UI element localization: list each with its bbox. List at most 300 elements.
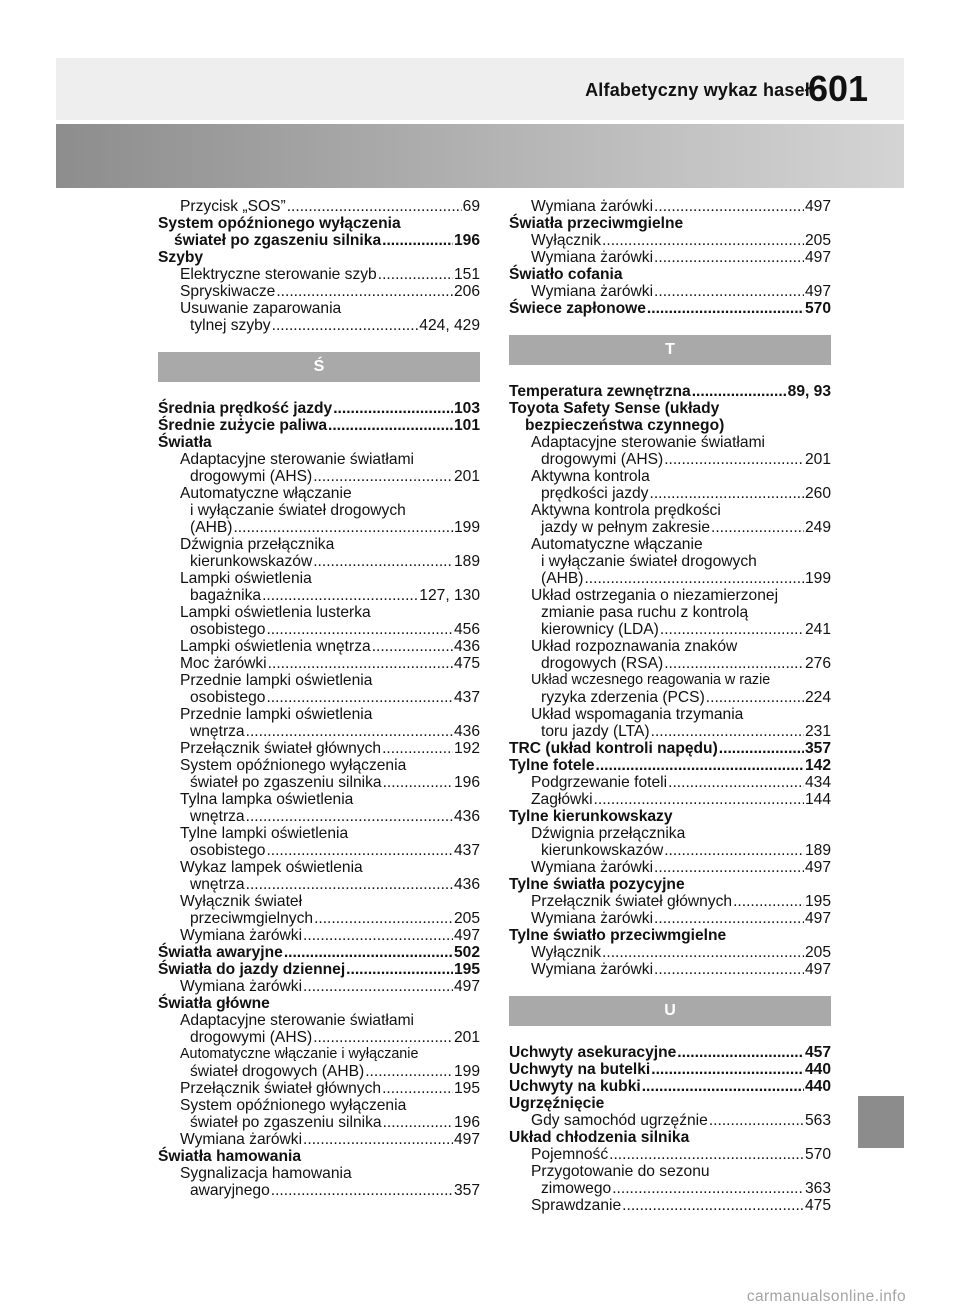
dot-leader xyxy=(276,283,453,300)
entry-page-ref: 192 xyxy=(453,740,480,757)
dot-leader xyxy=(664,655,804,672)
entry-page-ref: 570 xyxy=(804,300,831,317)
index-entry xyxy=(158,621,480,638)
dot-leader xyxy=(314,910,453,927)
entry-page-ref: 475 xyxy=(453,655,480,672)
entry-label: toru jazdy (LTA) xyxy=(541,723,650,740)
dot-leader xyxy=(287,198,462,215)
index-entry xyxy=(509,927,831,944)
dot-leader xyxy=(346,961,453,978)
index-entry xyxy=(158,825,480,842)
watermark: carmanualsonline.info xyxy=(746,1288,906,1305)
entry-label: Przycisk „SOS” xyxy=(180,198,286,215)
dot-leader xyxy=(622,1197,804,1214)
index-column-right xyxy=(509,198,831,1214)
entry-label: Uchwyty asekuracyjne xyxy=(509,1044,677,1061)
page-number: 601 xyxy=(807,68,869,109)
entry-page-ref: 205 xyxy=(453,910,480,927)
entry-page-ref: 201 xyxy=(453,468,480,485)
index-entry xyxy=(158,300,480,317)
entry-label: prędkości jazdy xyxy=(541,485,649,502)
entry-label: jazdy w pełnym zakresie xyxy=(541,519,710,536)
index-entry xyxy=(509,553,831,570)
index-entry xyxy=(158,1097,480,1114)
entry-label: Temperatura zewnętrzna xyxy=(509,383,691,400)
index-entry xyxy=(509,383,831,400)
entry-label: Układ wspomagania trzymania xyxy=(531,706,744,723)
index-entry xyxy=(509,1044,831,1061)
dot-leader xyxy=(706,689,804,706)
entry-page-ref: 206 xyxy=(453,283,480,300)
index-entry xyxy=(509,910,831,927)
entry-page-ref: 475 xyxy=(804,1197,831,1214)
entry-page-ref: 497 xyxy=(453,927,480,944)
entry-label: awaryjnego xyxy=(190,1182,270,1199)
entry-label: Sprawdzanie xyxy=(531,1197,622,1214)
entry-page-ref: 497 xyxy=(804,910,831,927)
dot-leader xyxy=(651,723,804,740)
section-header: Ś xyxy=(158,352,480,382)
entry-label: bagażnika xyxy=(190,587,262,604)
index-entry xyxy=(509,842,831,859)
entry-label: Światła przeciwmgielne xyxy=(509,215,684,232)
entry-label: Moc żarówki xyxy=(180,655,267,672)
entry-label: Automatyczne włączanie xyxy=(180,485,352,502)
index-entry xyxy=(158,859,480,876)
entry-label: Wykaz lampek oświetlenia xyxy=(180,859,363,876)
index-entry xyxy=(509,468,831,485)
entry-page-ref: 437 xyxy=(453,689,480,706)
index-entry xyxy=(158,249,480,266)
entry-label: świateł po zgaszeniu silnika xyxy=(190,774,382,791)
dot-leader xyxy=(642,1078,804,1095)
entry-page-ref: 436 xyxy=(453,876,480,893)
entry-page-ref: 231 xyxy=(804,723,831,740)
entry-page-ref: 424, 429 xyxy=(419,317,480,334)
index-entry xyxy=(509,723,831,740)
entry-label: wnętrza xyxy=(190,723,245,740)
entry-page-ref: 497 xyxy=(804,249,831,266)
dot-leader xyxy=(649,485,803,502)
dot-leader xyxy=(654,283,804,300)
entry-label: Ugrzęźnięcie xyxy=(509,1095,605,1112)
dot-leader xyxy=(303,927,453,944)
entry-label: Średnie zużycie paliwa xyxy=(158,417,327,434)
index-entry xyxy=(509,1146,831,1163)
entry-label: (AHB) xyxy=(190,519,233,536)
index-entry xyxy=(509,1197,831,1214)
entry-page-ref: 357 xyxy=(453,1182,480,1199)
index-entry xyxy=(158,519,480,536)
index-entry xyxy=(158,266,480,283)
entry-label: kierunkowskazów xyxy=(190,553,313,570)
index-entry xyxy=(509,1095,831,1112)
entry-label: Świece zapłonowe xyxy=(509,300,646,317)
entry-label: Tylne lampki oświetlenia xyxy=(180,825,349,842)
index-entry xyxy=(509,400,831,417)
dot-leader xyxy=(647,300,804,317)
section-header: U xyxy=(509,996,831,1026)
entry-label: drogowymi (AHS) xyxy=(190,1029,313,1046)
index-entry xyxy=(158,672,480,689)
dot-leader xyxy=(584,570,804,587)
entry-page-ref: 144 xyxy=(804,791,831,808)
entry-page-ref: 196 xyxy=(453,1114,480,1131)
index-entry xyxy=(509,825,831,842)
entry-label: Tylne światła pozycyjne xyxy=(509,876,685,893)
index-entry xyxy=(509,519,831,536)
entry-label: Spryskiwacze xyxy=(180,283,276,300)
index-entry xyxy=(158,283,480,300)
index-entry xyxy=(509,655,831,672)
entry-label: Światła awaryjne xyxy=(158,944,283,961)
entry-label: świateł po zgaszeniu silnika xyxy=(174,232,382,249)
entry-page-ref: 357 xyxy=(804,740,831,757)
dot-leader xyxy=(664,842,804,859)
index-entry xyxy=(158,434,480,451)
entry-page-ref: 199 xyxy=(804,570,831,587)
entry-page-ref: 436 xyxy=(453,808,480,825)
entry-label: osobistego xyxy=(190,621,266,638)
index-entry xyxy=(158,417,480,434)
index-entry xyxy=(509,757,831,774)
dot-leader xyxy=(654,961,804,978)
entry-page-ref: 434 xyxy=(804,774,831,791)
index-entry xyxy=(509,604,831,621)
dot-leader xyxy=(272,317,419,334)
entry-page-ref: 497 xyxy=(804,961,831,978)
entry-label: Przednie lampki oświetlenia xyxy=(180,706,373,723)
entry-label: Tylne światło przeciwmgielne xyxy=(509,927,727,944)
dot-leader xyxy=(654,910,804,927)
entry-label: Wymiana żarówki xyxy=(531,910,654,927)
entry-page-ref: 201 xyxy=(453,1029,480,1046)
index-entry xyxy=(509,876,831,893)
dot-leader xyxy=(709,1112,804,1129)
index-entry xyxy=(509,808,831,825)
entry-label: Elektryczne sterowanie szyb xyxy=(180,266,377,283)
dot-leader xyxy=(596,757,804,774)
entry-label: Światła główne xyxy=(158,995,270,1012)
entry-label: Toyota Safety Sense (układy xyxy=(509,400,720,417)
index-entry xyxy=(509,570,831,587)
dot-leader xyxy=(246,723,453,740)
index-entry xyxy=(158,1165,480,1182)
entry-page-ref: 142 xyxy=(804,757,831,774)
entry-page-ref: 497 xyxy=(804,283,831,300)
dot-leader xyxy=(266,621,453,638)
index-entry xyxy=(158,485,480,502)
entry-page-ref: 241 xyxy=(804,621,831,638)
entry-label: drogowymi (AHS) xyxy=(190,468,313,485)
entry-label: Dźwignia przełącznika xyxy=(180,536,335,553)
entry-label: Wymiana żarówki xyxy=(180,1131,303,1148)
index-entry xyxy=(509,944,831,961)
dot-leader xyxy=(609,1146,804,1163)
index-entry xyxy=(509,587,831,604)
entry-label: Średnia prędkość jazdy xyxy=(158,400,333,417)
dot-leader xyxy=(303,978,453,995)
entry-page-ref: 457 xyxy=(804,1044,831,1061)
entry-page-ref: 195 xyxy=(804,893,831,910)
index-entry xyxy=(158,638,480,655)
index-entry xyxy=(509,198,831,215)
index-entry xyxy=(158,1114,480,1131)
entry-label: Automatyczne włączanie xyxy=(531,536,703,553)
entry-label: Wymiana żarówki xyxy=(531,859,654,876)
index-entry xyxy=(509,740,831,757)
dot-leader xyxy=(382,740,453,757)
dot-leader xyxy=(378,266,453,283)
entry-page-ref: 199 xyxy=(453,519,480,536)
entry-page-ref: 189 xyxy=(453,553,480,570)
entry-page-ref: 440 xyxy=(804,1078,831,1095)
entry-label: ryzyka zderzenia (PCS) xyxy=(541,689,705,706)
entry-page-ref: 199 xyxy=(453,1063,480,1080)
index-entry xyxy=(509,417,831,434)
entry-label: Wyłącznik xyxy=(531,232,602,249)
entry-label: Tylne kierunkowskazy xyxy=(509,808,673,825)
dot-leader xyxy=(382,232,453,249)
dot-leader xyxy=(328,417,453,434)
entry-page-ref: 497 xyxy=(804,198,831,215)
entry-label: Wymiana żarówki xyxy=(531,198,654,215)
section-thumb-tab xyxy=(858,1096,904,1148)
dot-leader xyxy=(268,655,453,672)
dot-leader xyxy=(602,232,804,249)
entry-label: Uchwyty na kubki xyxy=(509,1078,641,1095)
entry-page-ref: 89, 93 xyxy=(787,383,831,400)
entry-page-ref: 103 xyxy=(453,400,480,417)
entry-page-ref: 151 xyxy=(453,266,480,283)
entry-label: Adaptacyjne sterowanie światłami xyxy=(180,1012,415,1029)
index-entry xyxy=(158,842,480,859)
entry-page-ref: 205 xyxy=(804,232,831,249)
entry-page-ref: 224 xyxy=(804,689,831,706)
index-entry xyxy=(158,570,480,587)
entry-label: Aktywna kontrola prędkości xyxy=(531,502,721,519)
index-entry xyxy=(158,1131,480,1148)
entry-label: Przełącznik świateł głównych xyxy=(180,1080,382,1097)
dot-leader xyxy=(246,808,453,825)
index-entry xyxy=(509,893,831,910)
entry-page-ref: 189 xyxy=(804,842,831,859)
entry-label: Układ ostrzegania o niezamierzonej xyxy=(531,587,779,604)
index-entry xyxy=(158,740,480,757)
entry-label: zmianie pasa ruchu z kontrolą xyxy=(541,604,749,621)
entry-label: Przednie lampki oświetlenia xyxy=(180,672,373,689)
entry-label: świateł po zgaszeniu silnika xyxy=(190,1114,382,1131)
entry-label: Przygotowanie do sezonu xyxy=(531,1163,710,1180)
index-entry xyxy=(509,283,831,300)
index-entry xyxy=(158,604,480,621)
entry-page-ref: 195 xyxy=(453,1080,480,1097)
index-entry xyxy=(158,232,480,249)
entry-page-ref: 456 xyxy=(453,621,480,638)
entry-page-ref: 205 xyxy=(804,944,831,961)
dot-leader xyxy=(303,1131,453,1148)
entry-label: wnętrza xyxy=(190,808,245,825)
index-entry xyxy=(158,808,480,825)
entry-page-ref: 436 xyxy=(453,723,480,740)
index-entry xyxy=(509,1163,831,1180)
index-entry xyxy=(158,536,480,553)
entry-page-ref: 497 xyxy=(453,978,480,995)
entry-label: Lampki oświetlenia xyxy=(180,570,312,587)
index-entry xyxy=(158,1012,480,1029)
entry-page-ref: 195 xyxy=(453,961,480,978)
dot-leader xyxy=(382,1080,453,1097)
dot-leader xyxy=(677,1044,804,1061)
entry-label: drogowych (RSA) xyxy=(541,655,664,672)
entry-page-ref: 249 xyxy=(804,519,831,536)
entry-label: Dźwignia przełącznika xyxy=(531,825,686,842)
entry-label: tylnej szyby xyxy=(190,317,271,334)
entry-label: Wymiana żarówki xyxy=(180,978,303,995)
entry-page-ref: 196 xyxy=(453,774,480,791)
entry-label: Układ rozpoznawania znaków xyxy=(531,638,738,655)
dot-leader xyxy=(246,876,453,893)
dot-leader xyxy=(654,198,804,215)
entry-label: Gdy samochód ugrzęźnie xyxy=(531,1112,708,1129)
entry-label: Adaptacyjne sterowanie światłami xyxy=(531,434,766,451)
entry-label: osobistego xyxy=(190,689,266,706)
entry-label: świateł drogowych (AHB) xyxy=(190,1063,365,1080)
index-entry xyxy=(158,944,480,961)
entry-label: kierunkowskazów xyxy=(541,842,664,859)
index-entry xyxy=(509,232,831,249)
dot-leader xyxy=(692,383,787,400)
index-entry xyxy=(509,1061,831,1078)
index-entry xyxy=(509,672,831,689)
dot-leader xyxy=(313,468,453,485)
index-entry xyxy=(158,1148,480,1165)
entry-label: Pojemność xyxy=(531,1146,609,1163)
index-entry xyxy=(509,1078,831,1095)
index-entry xyxy=(509,266,831,283)
index-entry xyxy=(158,215,480,232)
index-entry xyxy=(158,791,480,808)
index-entry xyxy=(158,655,480,672)
index-entry xyxy=(158,995,480,1012)
dot-leader xyxy=(233,519,453,536)
index-entry xyxy=(509,485,831,502)
index-entry xyxy=(509,774,831,791)
dot-leader xyxy=(266,842,453,859)
entry-label: Usuwanie zaparowania xyxy=(180,300,342,317)
dot-leader xyxy=(383,774,453,791)
index-entry xyxy=(158,893,480,910)
index-entry xyxy=(158,502,480,519)
dot-leader xyxy=(654,249,804,266)
index-entry xyxy=(158,927,480,944)
index-entry xyxy=(158,689,480,706)
entry-label: Światła do jazdy dziennej xyxy=(158,961,346,978)
index-entry xyxy=(158,468,480,485)
entry-page-ref: 69 xyxy=(462,198,480,215)
index-entry xyxy=(158,910,480,927)
entry-label: Światła hamowania xyxy=(158,1148,301,1165)
entry-page-ref: 363 xyxy=(804,1180,831,1197)
entry-label: Podgrzewanie foteli xyxy=(531,774,668,791)
entry-page-ref: 436 xyxy=(453,638,480,655)
entry-label: Tylne fotele xyxy=(509,757,595,774)
entry-label: Zagłówki xyxy=(531,791,593,808)
dot-leader xyxy=(612,1180,804,1197)
entry-label: TRC (układ kontroli napędu) xyxy=(509,740,718,757)
entry-label: System opóźnionego wyłączenia xyxy=(180,1097,407,1114)
index-entry xyxy=(158,1063,480,1080)
index-entry xyxy=(158,1182,480,1199)
index-entry xyxy=(509,536,831,553)
section-header: T xyxy=(509,335,831,365)
index-entry xyxy=(509,502,831,519)
entry-label: i wyłączanie świateł drogowych xyxy=(541,553,757,570)
dot-leader xyxy=(383,1114,453,1131)
page-title: Alfabetyczny wykaz haseł xyxy=(585,80,810,100)
entry-label: System opóźnionego wyłączenia xyxy=(158,215,401,232)
entry-page-ref: 260 xyxy=(804,485,831,502)
index-entry xyxy=(509,689,831,706)
entry-label: zimowego xyxy=(541,1180,612,1197)
entry-label: Adaptacyjne sterowanie światłami xyxy=(180,451,415,468)
dot-leader xyxy=(651,1061,804,1078)
entry-label: Przełącznik świateł głównych xyxy=(531,893,733,910)
dot-leader xyxy=(594,791,804,808)
index-entry xyxy=(158,706,480,723)
entry-label: bezpieczeństwa czynnego) xyxy=(525,417,725,434)
dot-leader xyxy=(333,400,453,417)
entry-label: Automatyczne włączanie i wyłączanie xyxy=(180,1046,419,1062)
index-entry xyxy=(158,757,480,774)
entry-label: kierownicy (LDA) xyxy=(541,621,659,638)
dot-leader xyxy=(602,944,804,961)
entry-label: Lampki oświetlenia wnętrza xyxy=(180,638,371,655)
dot-leader xyxy=(660,621,804,638)
index-entry xyxy=(509,451,831,468)
index-entry xyxy=(158,774,480,791)
index-entry xyxy=(158,723,480,740)
dot-leader xyxy=(262,587,418,604)
dot-leader xyxy=(372,638,453,655)
entry-label: wnętrza xyxy=(190,876,245,893)
index-entry xyxy=(509,961,831,978)
entry-label: Wyłącznik xyxy=(531,944,602,961)
index-entry xyxy=(509,249,831,266)
entry-label: (AHB) xyxy=(541,570,584,587)
index-entry xyxy=(158,198,480,215)
entry-label: Światło cofania xyxy=(509,266,623,283)
index-entry xyxy=(158,961,480,978)
entry-page-ref: 563 xyxy=(804,1112,831,1129)
entry-label: przeciwmgielnych xyxy=(190,910,314,927)
index-entry xyxy=(509,300,831,317)
dot-leader xyxy=(284,944,453,961)
entry-label: Wymiana żarówki xyxy=(531,283,654,300)
dot-leader xyxy=(271,1182,453,1199)
entry-label: Szyby xyxy=(158,249,204,266)
entry-label: Układ chłodzenia silnika xyxy=(509,1129,690,1146)
dot-leader xyxy=(668,774,804,791)
dot-leader xyxy=(313,1029,453,1046)
entry-page-ref: 570 xyxy=(804,1146,831,1163)
index-entry xyxy=(509,791,831,808)
index-entry xyxy=(509,621,831,638)
entry-page-ref: 196 xyxy=(453,232,480,249)
entry-label: Lampki oświetlenia lusterka xyxy=(180,604,371,621)
index-entry xyxy=(158,317,480,334)
entry-label: Sygnalizacja hamowania xyxy=(180,1165,352,1182)
